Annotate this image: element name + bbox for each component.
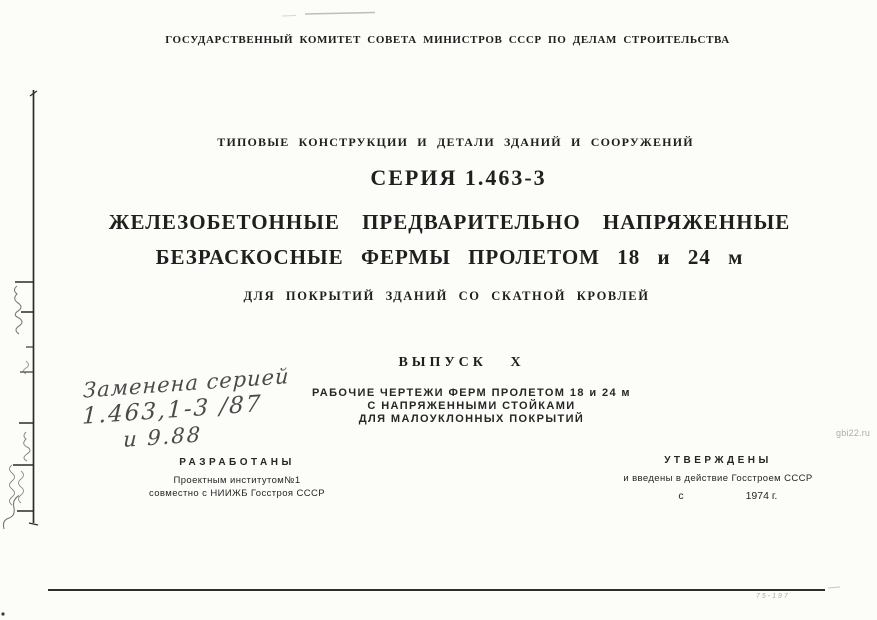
footer-code: 75-197 <box>756 593 790 600</box>
handwritten-note-line2: 1.463,1-3 /87 <box>81 391 263 430</box>
document-type-line: ТИПОВЫЕ КОНСТРУКЦИИ И ДЕТАЛИ ЗДАНИЙ И СООРУЖЕНИЙ <box>217 135 694 149</box>
top-scan-dash-small <box>282 16 296 17</box>
handwritten-replacement-note <box>81 362 303 456</box>
bottom-line-faint-tail <box>828 587 840 588</box>
margin-inventory-note-squiggle <box>10 465 24 505</box>
margin-flourish-squiggle <box>0 495 25 529</box>
series-number: СЕРИЯ 1.463-3 <box>370 165 547 190</box>
site-watermark: gbi22.ru <box>836 428 871 438</box>
developed-by-block <box>149 457 325 500</box>
approved-heading: УТВЕРЖДЕНЫ <box>664 455 772 466</box>
top-scan-dash <box>305 13 375 15</box>
committee-header: ГОСУДАРСТВЕННЫЙ КОМИТЕТ СОВЕТА МИНИСТРОВ СССР ПО ДЕЛАМ СТРОИТЕЛЬСТВА <box>165 34 730 46</box>
approved-by-block <box>623 455 812 502</box>
handwritten-note-line1: Заменена серией <box>82 364 290 403</box>
approved-year: 1974 г. <box>745 489 778 502</box>
margin-signature-squiggle <box>24 432 30 461</box>
issue-number: ВЫПУСК X <box>398 355 525 370</box>
frame-bottom-mark <box>29 523 38 525</box>
issue-contents-line3: ДЛЯ МАЛОУКЛОННЫХ ПОКРЫТИЙ <box>358 413 585 425</box>
main-title-line2: БЕЗРАСКОСНЫЕ ФЕРМЫ ПРОЛЕТОМ 18 и 24 м <box>155 245 744 269</box>
main-title-line1: ЖЕЛЕЗОБЕТОННЫЕ ПРЕДВАРИТЕЛЬНО НАПРЯЖЕННЫЕ <box>108 210 791 234</box>
approved-since-prefix: с <box>678 489 684 502</box>
issue-contents-line1: РАБОЧИЕ ЧЕРТЕЖИ ФЕРМ ПРОЛЕТОМ 18 и 24 м <box>312 387 631 399</box>
handwritten-note-line3: и 9.88 <box>122 422 203 452</box>
approved-authority: и введены в действие Госстроем СССР <box>623 473 813 484</box>
scan-artifact-dot <box>1 612 4 615</box>
issue-contents-line2: С НАПРЯЖЕННЫМИ СТОЙКАМИ <box>367 400 576 412</box>
subtitle-roof-type: ДЛЯ ПОКРЫТИЙ ЗДАНИЙ СО СКАТНОЙ КРОВЛЕЙ <box>243 289 650 303</box>
frame-top-mark <box>30 91 37 96</box>
developed-partner: совместно с НИИЖБ Госстроя СССР <box>148 487 326 499</box>
developed-heading: РАЗРАБОТАНЫ <box>179 457 295 468</box>
developed-institute: Проектным институтом№1 <box>173 475 301 486</box>
approved-year-line <box>623 490 812 502</box>
